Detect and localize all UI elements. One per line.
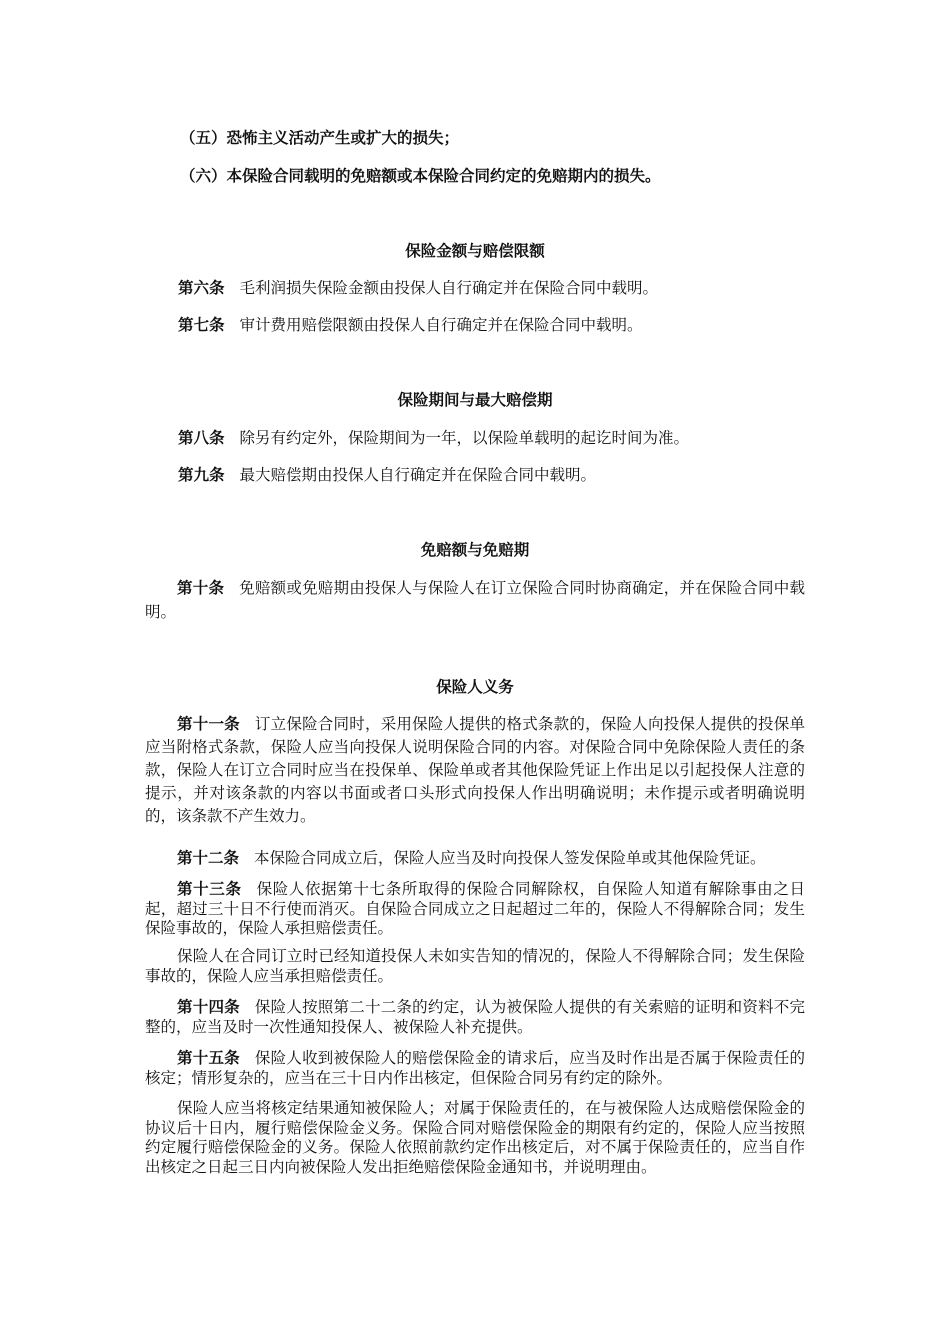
exclusion-item-5: （五）恐怖主义活动产生或扩大的损失；: [180, 128, 460, 147]
article-11-text: 订立保险合同时，采用保险人提供的格式条款的，保险人向投保人提供的投保单应当附格式条款，保险人应当向投保人说明保险合同的内容。对保险合同中免除保险人责任的条款，保险人在订立合同时应当在投保单、保险单或者其他保险凭证上作出足以引起投保人注意的提示，并对该条款的内容以书面或者口头形式向投保人作出明确说明；未作提示或者明确说明的，该条款不产生效力。: [145, 715, 805, 825]
article-8: [178, 428, 689, 448]
section-heading-insurer-duties: 保险人义务: [436, 677, 514, 696]
article-15-label: 第十五条: [177, 1048, 240, 1067]
article-14: [145, 997, 805, 1037]
article-8-text: 除另有约定外，保险期间为一年，以保险单载明的起讫时间为准。: [239, 429, 690, 447]
article-10-text: 免赔额或免赔期由投保人与保险人在订立保险合同时协商确定，并在保险合同中载明。: [145, 579, 805, 621]
article-13: [145, 879, 805, 939]
article-15-text: 保险人收到被保险人的赔偿保险金的请求后，应当及时作出是否属于保险责任的核定；情形复杂的，应当在三十日内作出核定，但保险合同另有约定的除外。: [145, 1049, 805, 1087]
exclusion-item-6: （六）本保险合同载明的免赔额或本保险合同约定的免赔期内的损失。: [180, 166, 661, 185]
article-15-paragraph-2: 保险人应当将核定结果通知被保险人；对属于保险责任的，在与被保险人达成赔偿保险金的协议后十日内，履行赔偿保险金义务。保险合同对赔偿保险金的期限有约定的，保险人应当按照约定履行赔偿保险金的义务。保险人依照前款约定作出核定后，对不属于保险责任的，应当自作出核定之日起三日内向被保险人发出拒绝赔偿保险金通知书，并说明理由。: [145, 1099, 805, 1176]
article-11: [145, 712, 805, 828]
article-13-label: 第十三条: [177, 879, 242, 898]
article-12-label: 第十二条: [177, 848, 240, 867]
article-13-text: 保险人依据第十七条所取得的保险合同解除权，自保险人知道有解除事由之日起，超过三十日不行使而消灭。自保险合同成立之日起超过二年的，保险人不得解除合同；发生保险事故的，保险人承担赔偿责任。: [145, 880, 805, 937]
article-8-label: 第八条: [178, 428, 225, 447]
section-heading-insured-amount: 保险金额与赔偿限额: [405, 241, 545, 260]
article-9-text: 最大赔偿期由投保人自行确定并在保险合同中载明。: [239, 466, 597, 484]
article-13-paragraph-2: 保险人在合同订立时已经知道投保人未如实告知的情况的，保险人不得解除合同；发生保险事故的，保险人应当承担赔偿责任。: [145, 947, 805, 985]
article-15: [145, 1048, 805, 1088]
article-14-text: 保险人按照第二十二条的约定，认为被保险人提供的有关索赔的证明和资料不完整的，应当及时一次性通知投保人、被保险人补充提供。: [145, 998, 805, 1036]
article-12: [145, 846, 805, 870]
article-10-label: 第十条: [177, 578, 225, 597]
article-9: [178, 465, 596, 485]
section-heading-period: 保险期间与最大赔偿期: [397, 390, 553, 409]
article-7: [178, 315, 643, 335]
article-9-label: 第九条: [178, 465, 225, 484]
article-10: [145, 576, 805, 624]
article-6: [178, 278, 658, 298]
article-14-label: 第十四条: [177, 997, 240, 1016]
article-7-text: 审计费用赔偿限额由投保人自行确定并在保险合同中载明。: [239, 316, 643, 334]
article-6-text: 毛利润损失保险金额由投保人自行确定并在保险合同中载明。: [239, 279, 659, 297]
article-6-label: 第六条: [178, 278, 225, 297]
article-11-label: 第十一条: [177, 714, 240, 733]
article-7-label: 第七条: [178, 315, 225, 334]
article-12-text: 本保险合同成立后，保险人应当及时向投保人签发保险单或其他保险凭证。: [254, 849, 766, 867]
section-heading-deductible: 免赔额与免赔期: [420, 540, 530, 559]
